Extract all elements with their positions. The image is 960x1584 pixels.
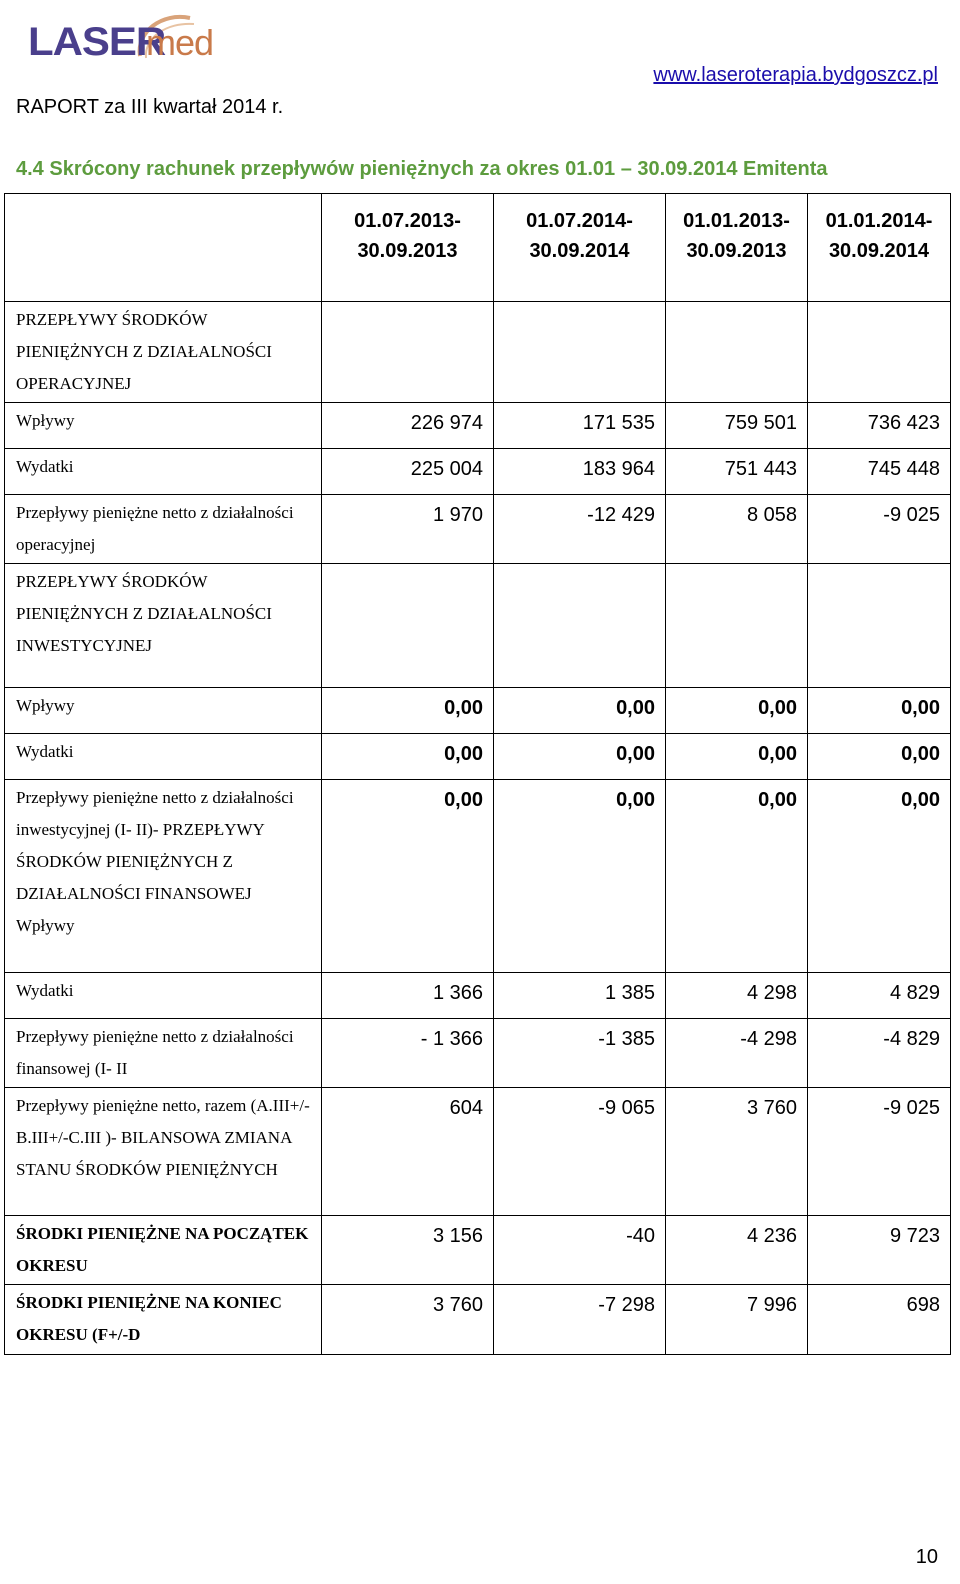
- row-value: 0,00: [666, 688, 808, 734]
- row-value: [808, 302, 951, 403]
- table-row: [5, 564, 951, 688]
- column-header-2-line2: 30.09.2014: [529, 240, 630, 262]
- cash-flow-table: [4, 193, 951, 1355]
- table-row: [5, 973, 951, 1019]
- row-label: Przepływy pieniężne netto z działalności operacyjnej: [5, 495, 322, 564]
- row-label: Przepływy pieniężne netto z działalności inwestycyjnej (I- II)- PRZEPŁYWY ŚRODKÓW PIENIĘŻNYCH Z DZIAŁALNOŚCI FINANSOWEJ Wpływy: [5, 780, 322, 973]
- logo-laser-text: LASER: [28, 20, 166, 64]
- row-value: 1 366: [322, 973, 494, 1019]
- row-value: 3 156: [322, 1216, 494, 1285]
- row-value: 9 723: [808, 1216, 951, 1285]
- row-label: PRZEPŁYWY ŚRODKÓW PIENIĘŻNYCH Z DZIAŁALNOŚCI INWESTYCYJNEJ: [5, 564, 322, 688]
- column-header-3-line1: 01.01.2013-: [683, 210, 790, 232]
- column-header-1-line2: 30.09.2013: [357, 240, 458, 262]
- report-title: RAPORT za III kwartał 2014 r.: [16, 96, 284, 118]
- row-value: 0,00: [322, 688, 494, 734]
- row-value: 0,00: [494, 688, 666, 734]
- row-label: Wpływy: [5, 403, 322, 449]
- row-value: 0,00: [808, 780, 951, 973]
- row-value: - 1 366: [322, 1019, 494, 1088]
- row-value: [494, 564, 666, 688]
- row-value: 0,00: [322, 734, 494, 780]
- row-label: PRZEPŁYWY ŚRODKÓW PIENIĘŻNYCH Z DZIAŁALNOŚCI OPERACYJNEJ: [5, 302, 322, 403]
- row-value: [808, 564, 951, 688]
- row-value: -4 298: [666, 1019, 808, 1088]
- table-row: [5, 1285, 951, 1355]
- row-label: ŚRODKI PIENIĘŻNE NA POCZĄTEK OKRESU: [5, 1216, 322, 1285]
- column-header-4: [808, 194, 951, 302]
- table-row: [5, 1216, 951, 1285]
- row-value: [322, 302, 494, 403]
- row-label: Przepływy pieniężne netto, razem (A.III+/-B.III+/-C.III )- BILANSOWA ZMIANA STANU ŚRODKÓW PIENIĘŻNYCH: [5, 1088, 322, 1216]
- table-row: [5, 734, 951, 780]
- row-value: -9 025: [808, 495, 951, 564]
- row-value: -40: [494, 1216, 666, 1285]
- row-value: 0,00: [494, 734, 666, 780]
- row-value: 0,00: [666, 780, 808, 973]
- row-label: ŚRODKI PIENIĘŻNE NA KONIEC OKRESU (F+/-D: [5, 1285, 322, 1355]
- row-value: 745 448: [808, 449, 951, 495]
- row-value: [666, 564, 808, 688]
- row-label: Wydatki: [5, 734, 322, 780]
- row-value: [494, 302, 666, 403]
- website-link[interactable]: www.laseroterapia.bydgoszcz.pl: [653, 64, 938, 86]
- row-value: 8 058: [666, 495, 808, 564]
- page-number: 10: [915, 1546, 938, 1568]
- row-value: 3 760: [666, 1088, 808, 1216]
- table-row: [5, 495, 951, 564]
- table-row: [5, 1088, 951, 1216]
- column-header-1-line1: 01.07.2013-: [354, 210, 461, 232]
- table-row: [5, 688, 951, 734]
- column-header-4-line2: 30.09.2014: [828, 240, 930, 262]
- table-row: [5, 449, 951, 495]
- row-value: 604: [322, 1088, 494, 1216]
- row-value: 4 298: [666, 973, 808, 1019]
- row-value: -9 065: [494, 1088, 666, 1216]
- row-value: 0,00: [666, 734, 808, 780]
- row-value: 0,00: [322, 780, 494, 973]
- row-value: 226 974: [322, 403, 494, 449]
- header-empty-cell: [5, 194, 322, 302]
- row-value: -9 025: [808, 1088, 951, 1216]
- row-value: 4 236: [666, 1216, 808, 1285]
- company-logo: [24, 12, 224, 70]
- table-row: [5, 1019, 951, 1088]
- row-value: 171 535: [494, 403, 666, 449]
- row-label: Przepływy pieniężne netto z działalności finansowej (I- II: [5, 1019, 322, 1088]
- row-value: 4 829: [808, 973, 951, 1019]
- row-value: -7 298: [494, 1285, 666, 1355]
- row-value: 1 385: [494, 973, 666, 1019]
- row-value: 183 964: [494, 449, 666, 495]
- row-value: 736 423: [808, 403, 951, 449]
- row-value: [322, 564, 494, 688]
- row-value: 3 760: [322, 1285, 494, 1355]
- row-value: -12 429: [494, 495, 666, 564]
- row-value: 751 443: [666, 449, 808, 495]
- row-value: -4 829: [808, 1019, 951, 1088]
- row-value: [666, 302, 808, 403]
- row-value: 759 501: [666, 403, 808, 449]
- row-value: 1 970: [322, 495, 494, 564]
- row-value: 225 004: [322, 449, 494, 495]
- row-value: 0,00: [808, 734, 951, 780]
- row-label: Wydatki: [5, 973, 322, 1019]
- column-header-4-line1: 01.01.2014-: [825, 210, 933, 232]
- row-value: -1 385: [494, 1019, 666, 1088]
- column-header-1: [322, 194, 494, 302]
- row-value: 7 996: [666, 1285, 808, 1355]
- header-row: [5, 194, 951, 302]
- column-header-3-line2: 30.09.2013: [686, 240, 787, 262]
- row-value: 0,00: [808, 688, 951, 734]
- row-value: 698: [808, 1285, 951, 1355]
- row-label: Wpływy: [5, 688, 322, 734]
- column-header-2-line1: 01.07.2014-: [526, 210, 633, 232]
- column-header-2: [494, 194, 666, 302]
- table-row: [5, 302, 951, 403]
- section-title: 4.4 Skrócony rachunek przepływów pieniężnych za okres 01.01 – 30.09.2014 Emitenta: [16, 158, 828, 180]
- row-label: Wydatki: [5, 449, 322, 495]
- column-header-3: [666, 194, 808, 302]
- table-row: [5, 403, 951, 449]
- row-value: 0,00: [494, 780, 666, 973]
- table-row: [5, 780, 951, 973]
- logo-med-text: med: [146, 22, 214, 63]
